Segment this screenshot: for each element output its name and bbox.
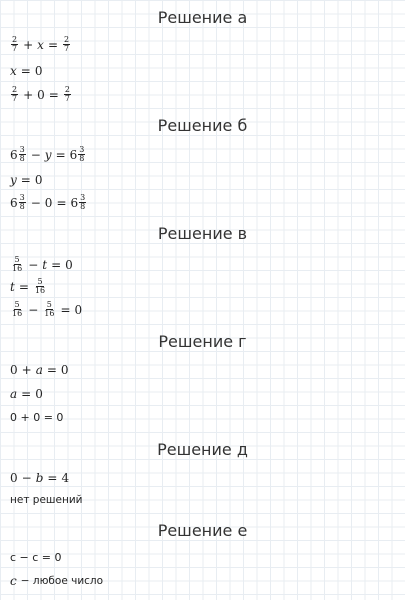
section-d-heading: Решение г: [158, 332, 247, 351]
fraction: $\frac{3}{8}$: [80, 193, 86, 211]
fraction: $\frac{5}{16}$: [44, 300, 55, 318]
section-b-answer: y = 0: [10, 173, 43, 187]
section-a-check: $\frac{2}{7}$ + 0 = $\frac{2}{7}$: [12, 85, 70, 103]
section-d-check: 0 + 0 = 0: [10, 411, 64, 424]
section-a-heading: Решение а: [157, 8, 248, 27]
section-e-heading: Решение д: [157, 440, 248, 459]
section-c-answer: t = $\frac{5}{16}$: [10, 277, 46, 295]
section-c-heading: Решение в: [157, 224, 248, 243]
section-c-check: $\frac{5}{16}$ − $\frac{5}{16}$ = 0: [12, 300, 83, 318]
section-d-answer: a = 0: [10, 387, 43, 401]
section-d-equation: 0 + a = 0: [10, 363, 69, 377]
fraction: $\frac{3}{8}$: [79, 145, 85, 163]
section-b-check: 6 $\frac{3}{8}$ − 0 = 6 $\frac{3}{8}$: [10, 193, 86, 211]
fraction: $\frac{3}{8}$: [19, 193, 25, 211]
section-e-answer: нет решений: [10, 494, 83, 506]
section-a-equation: $\frac{2}{7}$ + x = $\frac{2}{7}$: [12, 35, 70, 53]
fraction: $\frac{5}{16}$: [12, 255, 23, 273]
section-a-answer: x = 0: [10, 64, 43, 78]
section-b-heading: Решение б: [157, 116, 248, 135]
section-e-equation: 0 − b = 4: [10, 471, 70, 485]
section-c-equation: $\frac{5}{16}$ − t = 0: [12, 255, 73, 273]
section-f-answer: c − любое число: [10, 574, 104, 588]
fraction: $\frac{2}{7}$: [12, 35, 18, 53]
fraction: $\frac{2}{7}$: [64, 85, 70, 103]
section-b-equation: 6 $\frac{3}{8}$ − y = 6 $\frac{3}{8}$: [10, 145, 85, 163]
section-f-heading: Решение е: [157, 521, 248, 540]
fraction: $\frac{5}{16}$: [12, 300, 23, 318]
section-f-equation: c − c = 0: [10, 551, 62, 564]
fraction: $\frac{5}{16}$: [34, 277, 46, 295]
fraction: $\frac{2}{7}$: [12, 85, 18, 103]
fraction: $\frac{3}{8}$: [19, 145, 25, 163]
fraction: $\frac{2}{7}$: [64, 35, 70, 53]
